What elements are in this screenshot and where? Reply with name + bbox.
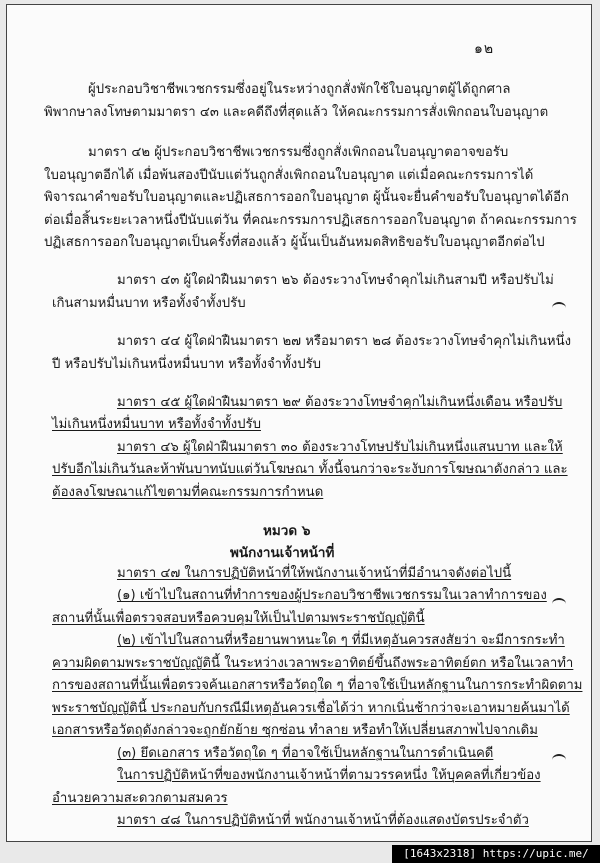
- text-line: สถานที่นั้นเพื่อตรวจสอบหรือควบคุมให้เป็นไปตามพระราชบัญญัตินี้: [52, 611, 425, 626]
- text-line: มาตรา ๔๔ ผู้ใดฝ่าฝืนมาตรา ๒๗ หรือมาตรา ๒๘ ต้องระวางโทษจำคุกไม่เกินหนึ่ง: [117, 334, 572, 349]
- text-line: เอกสารหรือวัตถุดังกล่าวจะถูกยักย้าย ซุกซ่อน ทำลาย หรือทำให้เปลี่ยนสภาพไปจากเดิม: [52, 723, 538, 738]
- text-line: พิพากษาลงโทษตามมาตรา ๔๓ และคดีถึงที่สุดแล้ว ให้คณะกรรมการสั่งเพิกถอนใบอนุญาต: [44, 105, 549, 120]
- text-line: ต่อเมื่อสิ้นระยะเวลาหนึ่งปีนับแต่วัน ที่คณะกรรมการปฏิเสธการออกใบอนุญาต ถ้าคณะกรรมการ: [44, 213, 577, 228]
- text-line: มาตรา ๔๖ ผู้ใดฝ่าฝืนมาตรา ๓๐ ต้องระวางโทษปรับไม่เกินหนึ่งแสนบาท และให้: [117, 440, 563, 455]
- text-line: (๑) เข้าไปในสถานที่ทำการของผู้ประกอบวิชาชีพเวชกรรมในเวลาทำการของ: [117, 588, 547, 603]
- text-line: พระราชบัญญัตินี้ ประกอบกับกรณีมีเหตุอันควรเชื่อได้ว่า หากเนิ่นช้ากว่าจะเอาหมายค้นมาได้: [52, 701, 570, 716]
- text-line: ในการปฏิบัติหน้าที่ของพนักงานเจ้าหน้าที่ตามวรรคหนึ่ง ให้บุคคลที่เกี่ยวข้อง: [117, 768, 541, 783]
- text-line: ต้องลงโฆษณาแก้ไขตามที่คณะกรรมการกำหนด: [52, 485, 324, 500]
- text-line: ปี หรือปรับไม่เกินหนึ่งหมื่นบาท หรือทั้งจำทั้งปรับ: [52, 357, 322, 372]
- text-line: (๒) เข้าไปในสถานที่หรือยานพาหนะใด ๆ ที่มีเหตุอันควรสงสัยว่า จะมีการกระทำ: [117, 633, 565, 648]
- text-line: (๓) ยึดเอกสาร หรือวัตถุใด ๆ ที่อาจใช้เป็นหลักฐานในการดำเนินคดี: [117, 746, 494, 761]
- text-line: เกินสามหมื่นบาท หรือทั้งจำทั้งปรับ: [52, 296, 246, 311]
- text-line: มาตรา ๔๒ ผู้ประกอบวิชาชีพเวชกรรมซึ่งถูกสั่งเพิกถอนใบอนุญาตอาจขอรับ: [88, 145, 509, 160]
- text-line: ไม่เกินหนึ่งหมื่นบาท หรือทั้งจำทั้งปรับ: [52, 417, 261, 432]
- text-line: มาตรา ๔๓ ผู้ใดฝ่าฝืนมาตรา ๒๖ ต้องระวางโทษจำคุกไม่เกินสามปี หรือปรับไม่: [117, 273, 554, 288]
- chapter-heading: หมวด ๖: [263, 523, 311, 539]
- text-line: พิจารณาคำขอรับใบอนุญาตและปฏิเสธการออกใบอนุญาต ผู้นั้นจะยื่นคำขอรับใบอนุญาตได้อีก: [44, 190, 570, 205]
- text-line: มาตรา ๔๗ ในการปฏิบัติหน้าที่ให้พนักงานเจ้าหน้าที่มีอำนาจดังต่อไปนี้: [117, 566, 512, 581]
- image-host-caption: [1643x2318] https://upic.me/: [392, 845, 600, 863]
- text-line: อำนวยความสะดวกตามสมควร: [52, 791, 228, 806]
- text-line: ปรับอีกไม่เกินวันละห้าพันบาทนับแต่วันโฆษณา ทั้งนี้จนกว่าจะระงับการโฆษณาดังกล่าว และ: [52, 462, 568, 477]
- binder-mark: [552, 302, 566, 314]
- text-line: ความผิดตามพระราชบัญญัตินี้ ในระหว่างเวลาพระอาทิตย์ขึ้นถึงพระอาทิตย์ตก หรือในเวลาทำ: [52, 656, 574, 671]
- text-line: ปฏิเสธการออกใบอนุญาตเป็นครั้งที่สองแล้ว ผู้นั้นเป็นอันหมดสิทธิขอรับใบอนุญาตอีกต่อไป: [44, 235, 545, 250]
- text-line: มาตรา ๔๘ ในการปฏิบัติหน้าที่ พนักงานเจ้าหน้าที่ต้องแสดงบัตรประจำตัว: [117, 813, 529, 828]
- chapter-subheading: พนักงานเจ้าหน้าที่: [230, 545, 335, 561]
- page-number: ๑๒: [474, 41, 495, 57]
- binder-mark: [552, 598, 566, 610]
- text-line: ใบอนุญาตอีกได้ เมื่อพ้นสองปีนับแต่วันถูกสั่งเพิกถอนใบอนุญาต แต่เมื่อคณะกรรมการได้: [44, 168, 534, 183]
- binder-mark: [552, 754, 566, 766]
- text-line: มาตรา ๔๕ ผู้ใดฝ่าฝืนมาตรา ๒๙ ต้องระวางโทษจำคุกไม่เกินหนึ่งเดือน หรือปรับ: [117, 395, 563, 410]
- text-line: ผู้ประกอบวิชาชีพเวชกรรมซึ่งอยู่ในระหว่างถูกสั่งพักใช้ใบอนุญาตผู้ได้ถูกศาล: [88, 82, 511, 97]
- text-line: การของสถานที่นั้นเพื่อตรวจค้นเอกสารหรือวัตถุใด ๆ ที่อาจใช้เป็นหลักฐานในการกระทำผิดตาม: [52, 678, 583, 693]
